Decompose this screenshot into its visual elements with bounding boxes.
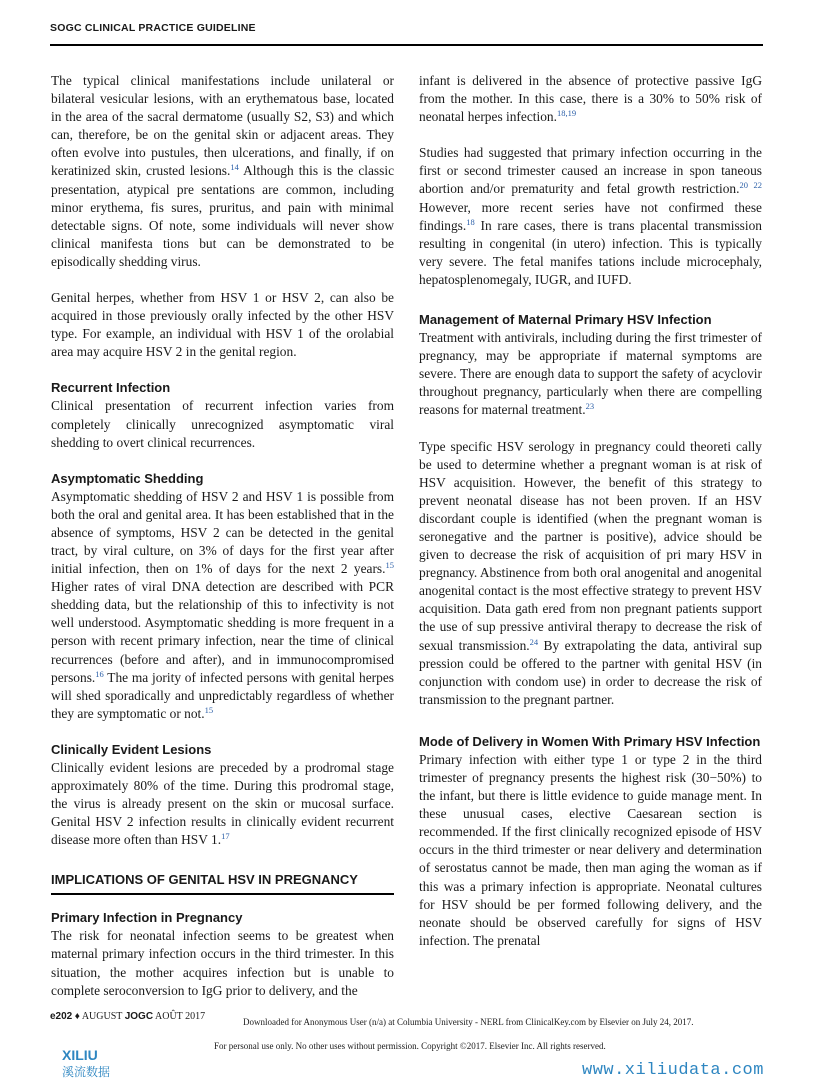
watermark-logo-cn: 溪流数据 (62, 1065, 111, 1079)
watermark-logo (58, 1046, 138, 1080)
major-section-heading: IMPLICATIONS OF GENITAL HSV IN PREGNANCY (51, 871, 394, 895)
journal-name: JOGC (124, 1011, 154, 1022)
page-footer (50, 1011, 205, 1022)
section-heading: Clinically Evident Lesions (51, 741, 212, 757)
watermark-url[interactable]: www.xiliudata.com (582, 1061, 764, 1080)
bullet-separator: ♦ (74, 1011, 80, 1022)
paragraph: Clinically evident lesions are preceded by a prodromal stage approximately 80% of the time. During this prodromal stage, the virus is already present on the skin or mucosal surface. Genital HSV 2 infection results in clinically evident recurrent disease more often than HSV 1.17 (51, 759, 394, 848)
download-notice: Downloaded for Anonymous User (n/a) at Columbia University - NERL from ClinicalKey.com by Elsevier on July 24, 2017. (243, 1017, 694, 1027)
paragraph: Treatment with antivirals, including during the first trimester of pregnancy, may be appropriate if maternal symptoms are severe. There are enough data to support the safety of acyclovir throughout pregnancy, particularly when there are compelling reasons for maternal treatment.$^{23}$ (419, 330, 762, 418)
issue-month-fr: AOÛT 2017 (155, 1011, 206, 1022)
citation-link[interactable]: 18,19 (556, 108, 577, 119)
watermark-logo-text: XILIU (62, 1047, 98, 1063)
issue-month: AUGUST (81, 1011, 123, 1022)
section-heading: Recurrent Infection (51, 380, 171, 396)
paragraph: Type specific HSV serology in pregnancy could theoreti cally be used to determine whether a pregnant woman is at risk of HSV acquisition. However, the benefit of this strategy to prevent neonatal disease has not been proven. If an HSV discordant couple is identified (when the pregnant woman is seronegative and the partner is positive), advice should be given to decrease the risk of acquisition of pri mary HSV in pregnancy. Abstinence from both oral anogenital and anogenital anogenital contact is the most effective strategy to prevent HSV acquisition. Data gath ered from non pregnant patients support the use of sup pressive antiviral therapy to decrease the risk of sexual transmission.$^{24}$ By extrapolating the data, antiviral sup pression could be offered to the partner with genital HSV (in conjunction with condom use) in order to decrease the risk of transmission to the pregnant partner. (419, 438, 762, 707)
section-heading: Mode of Delivery in Women With Primary HSV Infection (419, 733, 761, 749)
citation-link[interactable]: 17 (221, 831, 230, 842)
citation-link[interactable]: 14 (230, 162, 239, 173)
paragraph: The typical clinical manifestations include unilateral or bilateral vesicular lesions, with an erythematous base, located in the area of the sacral dermatome (usually S2, S3) and which can, therefore, be on the genital skin or adjacent areas. They often evolve into pustules, then ulcerations, and finally, if on keratinized skin, crusted lesions.$^{14}$ Although this is the classic presentation, atypical pre sentations are common, including minor erythema, fis sures, pruritus, and pain with minimal detectable signs. Of note, some individuals will never show clinical manifesta tions but can be demonstrated to be episodically shedding virus. (51, 73, 395, 269)
paragraph: Studies had suggested that primary infection occurring in the first or second trimester caused an increase in spon taneous abortion and/or prematurity and fetal growth restriction.$^{20 22}$ However, more recent series have not confirmed these findings.$^{18}$ In rare cases, there is trans placental transmission resulting in congenital (in utero) infection. This is typically very severe. The fetal manifes tations include microcephaly, hepatosplenomegaly, IUGR, and IUFD. (419, 145, 762, 287)
section-heading: Asymptomatic Shedding (51, 470, 204, 486)
paragraph: Clinical presentation of recurrent infection varies from completely clinically unrecognized asymptomatic viral shedding to overt clinical recurrences. (51, 398, 394, 450)
paragraph: Asymptomatic shedding of HSV 2 and HSV 1 is possible from both the oral and genital area. It has been established that in the absence of symptoms, HSV 2 can be detected in the genital tract, by viral culture, on 3% of days for the first year after initial infection, then on 1% of days for the next 2 years.$^{15}$ Higher rates of viral DNA detection are described with PCR shedding data, but the relationship of this to infectivity is not well understood. Asymptomatic shedding is more frequent in a person with recent primary infection, near the time of clinical recurrences (before and after), and in immunocompromised persons.$^{16}$ The ma jority of infected persons with genital herpes will shed sporadically and unpredictably regardless of whether they are symptomatic or not.$^{15}$ (51, 488, 394, 721)
page-number: e202 (50, 1011, 73, 1022)
permission-notice: For personal use only. No other uses without permission. Copyright ©2017. Elsevier Inc. All rights reserved. (214, 1041, 606, 1051)
paragraph: Genital herpes, whether from HSV 1 or HSV 2, can also be acquired in those previously orally infected by the other HSV type. For example, an individual with HSV 1 of the orolabial area may acquire HSV 2 in the genital region. (51, 290, 394, 360)
citation-link[interactable]: 18 (466, 216, 475, 227)
left-column (51, 72, 394, 1000)
section-heading: Management of Maternal Primary HSV Infection (419, 312, 712, 328)
paragraph: infant is delivered in the absence of protective passive IgG from the mother. In this case, there is a 30% to 50% risk of neonatal herpes infection.$^{18,19}$ (419, 73, 762, 125)
citation-link[interactable]: 23 (585, 401, 595, 412)
journal-header: SOGC CLINICAL PRACTICE GUIDELINE (50, 22, 256, 34)
right-column (419, 72, 762, 950)
section-heading: Primary Infection in Pregnancy (51, 910, 243, 926)
citation-link[interactable]: 15 (204, 704, 214, 715)
paragraph: Primary infection with either type 1 or type 2 in the third trimester of pregnancy presents the highest risk (30−50%) to the infant, but there is little evidence to guide manage ment. In these unusual cases, elective Caesarean section is recommended. If the first clinically recognized episode of HSV occurs in the third trimester or near delivery and determination of serostatus cannot be made, then man aging the woman as if this was a primary infection is appropriate. Neonatal cultures for HSV should be per formed following delivery, and the neonate should be observed carefully for signs of HSV infection. The prenatal (419, 751, 762, 948)
citation-link[interactable]: 16 (95, 668, 104, 679)
paragraph: The risk for neonatal infection seems to be greatest when maternal primary infection occurs in the third trimester. In this situation, the mother acquires infection but is unable to complete seroconversion to IgG prior to delivery, and the (51, 928, 394, 998)
header-rule (50, 44, 763, 46)
citation-link[interactable]: 20 22 (739, 180, 762, 191)
citation-link[interactable]: 15 (385, 560, 394, 571)
citation-link[interactable]: 24 (529, 636, 539, 647)
